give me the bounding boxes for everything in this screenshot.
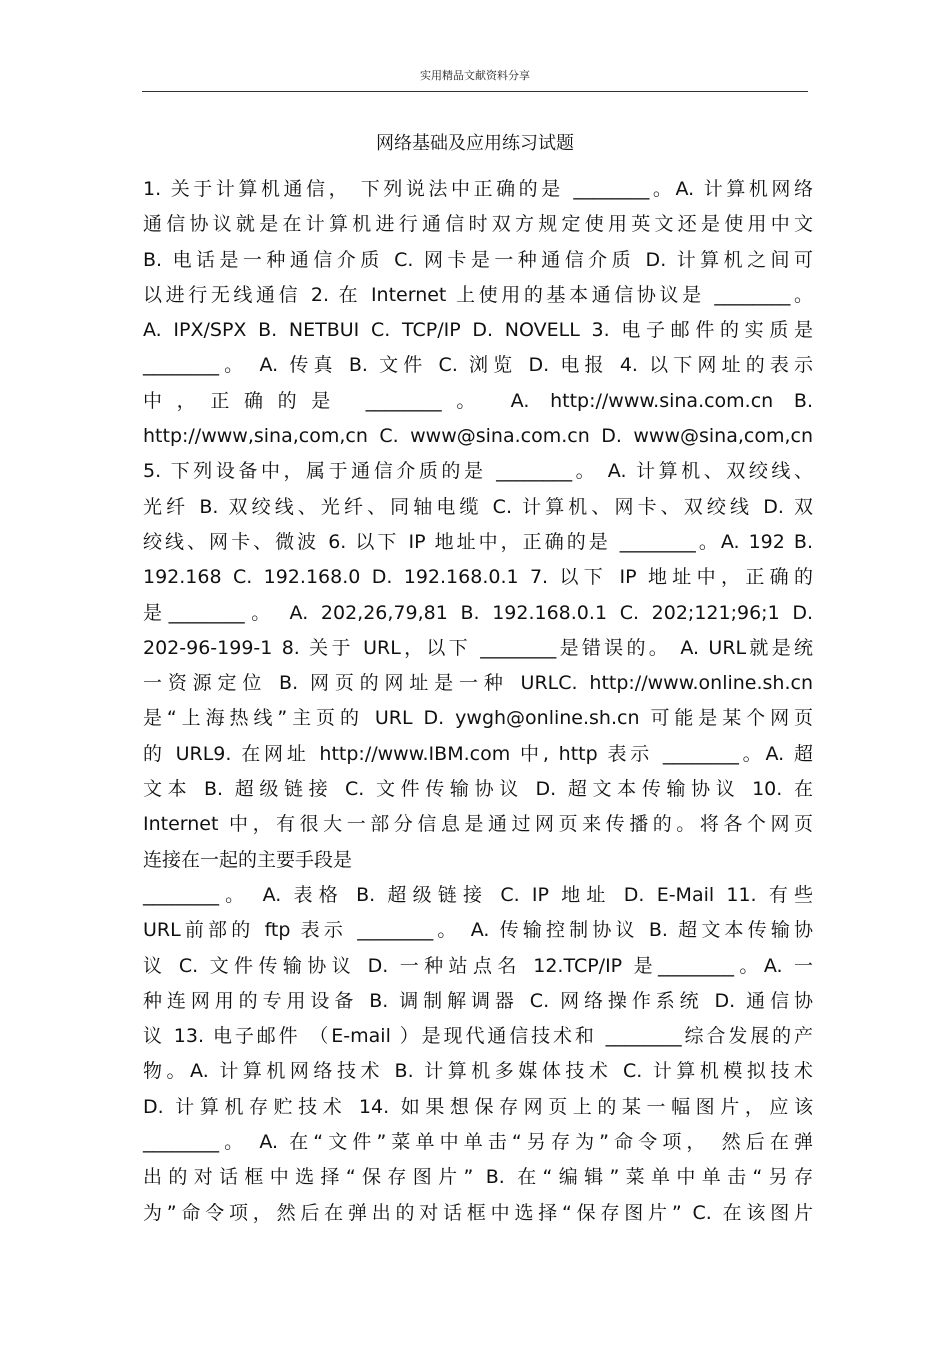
body-line: 192.168 C. 192.168.0 D. 192.168.0.1 7. 以下 IP 地址中，正确的 [143,566,813,589]
header-rule [142,91,808,92]
body-line: 为”命令项，然后在弹出的对话框中选择“保存图片” C. 在该图片 [143,1201,813,1224]
body-line: 议 C. 文件传输协议 D. 一种站点名 12.TCP/IP 是________。A. 一 [143,954,813,977]
body-line: 的 URL9. 在网址 http://www.IBM.com 中, http 表示 ________。A. 超 [143,742,813,765]
body-line: 中，正确的是 ________。 A. http://www.sina.com.cn B. [143,389,813,412]
body-line: ________。 A. 表格 B. 超级链接 C. IP 地址 D. E-Mail 11. 有些 [143,883,813,906]
body-line: D. 计算机存贮技术 14. 如果想保存网页上的某一幅图片，应该 [143,1095,813,1118]
body-line: 出的对话框中选择“保存图片” B. 在“编辑”菜单中单击“另存 [143,1166,813,1189]
body-line: 种连网用的专用设备 B. 调制解调器 C. 网络操作系统 D. 通信协 [143,989,813,1012]
body-line: 连接在一起的主要手段是 [143,848,353,871]
body-line: http://www,sina,com,cn C. www@sina.com.cn D. www@sina,com,cn [143,425,813,448]
body-line: A. IPX/SPX B. NETBUI C. TCP/IP D. NOVELL 3. 电子邮件的实质是 [143,319,813,342]
body-line: Internet 中，有很大一部分信息是通过网页来传播的。将各个网页 [143,813,813,836]
body-line: 光纤 B. 双绞线、光纤、同轴电缆 C. 计算机、网卡、双绞线 D. 双 [143,495,813,518]
body-line: 绞线、网卡、微波 6. 以下 IP 地址中，正确的是 ________。A. 192 B. [143,530,813,553]
body-line: 议 13. 电子邮件 （E-mail ）是现代通信技术和 ________综合发展的产 [143,1025,813,1048]
body-line: URL前部的 ftp 表示 ________。 A. 传输控制协议 B. 超文本传输协 [143,919,813,942]
page-header: 实用精品文献资料分享 [420,69,530,82]
body-line: 通信协议就是在计算机进行通信时双方规定使用英文还是使用中文 [143,213,813,236]
document-title: 网络基础及应用练习试题 [376,133,574,154]
body-line: ________。 A. 在“文件”菜单中单击“另存为”命令项， 然后在弹 [143,1131,813,1154]
body-line: B. 电话是一种通信介质 C. 网卡是一种通信介质 D. 计算机之间可 [143,248,813,271]
body-line: 以进行无线通信 2. 在 Internet 上使用的基本通信协议是 ________。 [143,283,813,306]
body-line: 1. 关于计算机通信， 下列说法中正确的是 ________。A. 计算机网络 [143,178,813,200]
body-line: 202-96-199-1 8. 关于 URL，以下 ________是错误的。 A. URL就是统 [143,636,813,659]
body-line: 是________。 A. 202,26,79,81 B. 192.168.0.1 C. 202;121;96;1 D. [143,601,813,624]
body-line: 文本 B. 超级链接 C. 文件传输协议 D. 超文本传输协议 10. 在 [143,778,813,801]
body-line: ________。 A. 传真 B. 文件 C. 浏览 D. 电报 4. 以下网址的表示 [143,354,813,377]
body-line: 一资源定位 B. 网页的网址是一种 URLC. http://www.online.sh.cn [143,672,813,695]
body-line: 物。A. 计算机网络技术 B. 计算机多媒体技术 C. 计算机模拟技术 [143,1060,813,1083]
body-line: 5. 下列设备中，属于通信介质的是 ________。 A. 计算机、双绞线、 [143,460,813,483]
body-line: 是“上海热线”主页的 URL D. ywgh@online.sh.cn 可能是某个网页 [143,707,813,730]
document-body [143,172,813,1231]
